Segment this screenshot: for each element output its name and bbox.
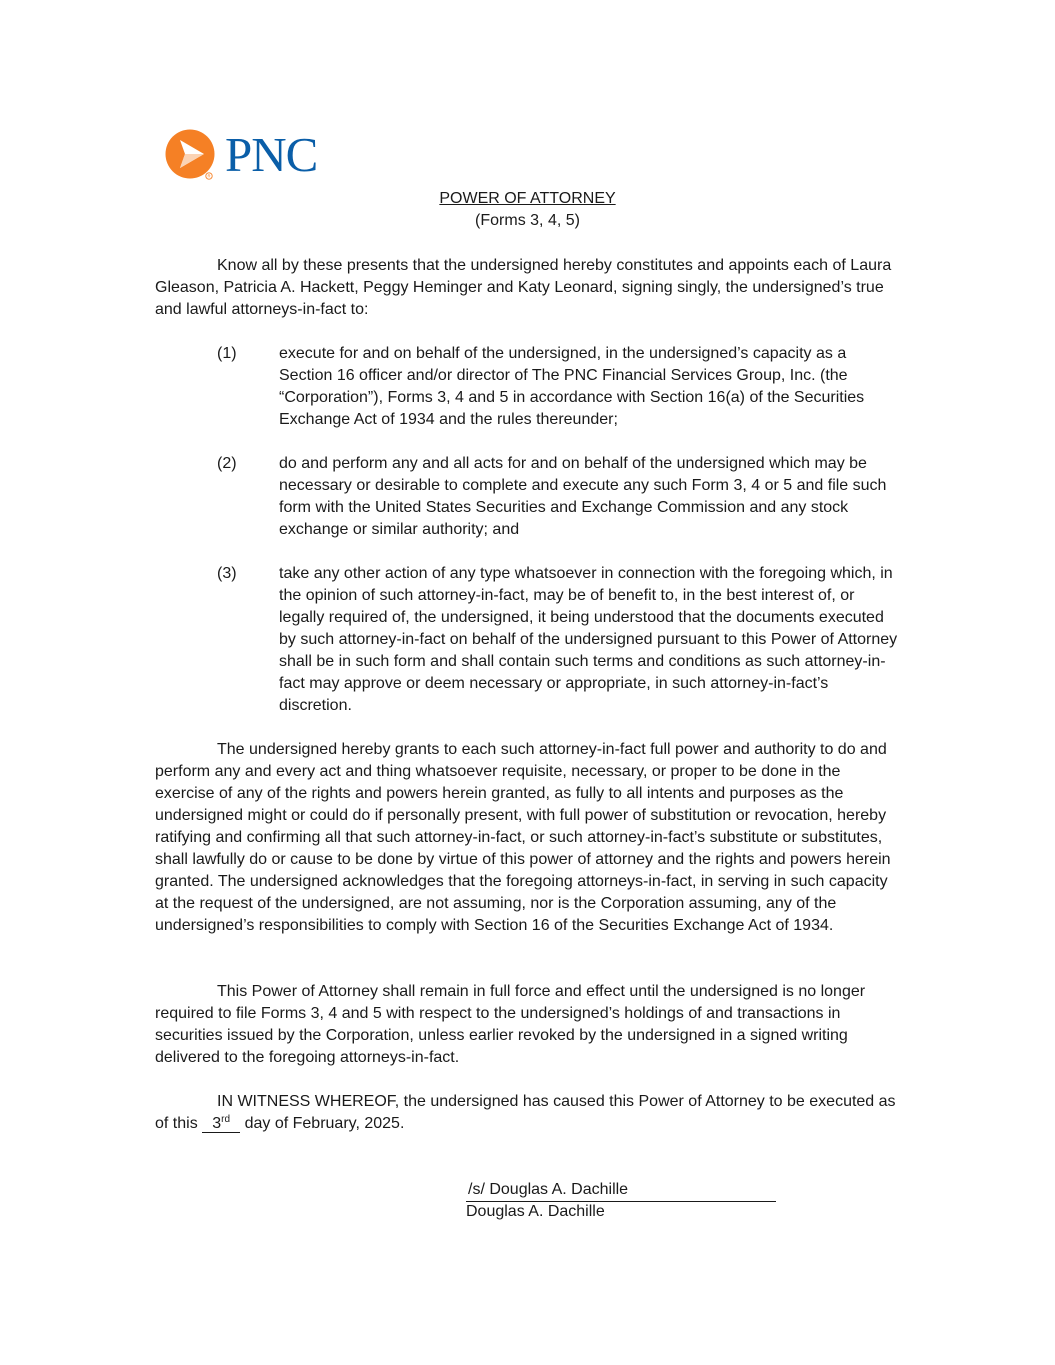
witness-day-suffix: rd bbox=[221, 1114, 231, 1125]
item-text: take any other action of any type whatsoever in connection with the foregoing which, in the opinion of such attorney-in-fact, may be of benefit to, in the best interest of, or legally required of, the undersigned, it being understood that the documents executed by such attorney-in-fact on behalf of the undersigned pursuant to this Power of Attorney shall be in such form and shall contain such terms and conditions as such attorney-in-fact may approve or deem necessary or appropriate, in such attorney-in-fact’s discretion. bbox=[279, 565, 898, 714]
item-number: (3) bbox=[217, 565, 237, 582]
term-text: This Power of Attorney shall remain in full force and effect until the undersigned is no longer required to file Forms 3, 4 and 5 with respect to the undersigned’s holdings of and transactions in securities issued by the Corporation, unless earlier revoked by the undersigned in a signed writing delivered to the foregoing attorneys-in-fact. bbox=[155, 983, 866, 1066]
signature-line: /s/ Douglas A. Dachille bbox=[466, 1179, 776, 1202]
grant-paragraph bbox=[155, 739, 900, 937]
grant-text: The undersigned hereby grants to each such attorney-in-fact full power and authority to do and perform any and every act and thing whatsoever requisite, necessary, or proper to be done in the exercise of any of the rights and powers herein granted, as fully to all intents and purposes as the undersigned might or could do if personally present, with full power of substitution or revocation, hereby ratifying and confirming all that such attorney-in-fact, or such attorney-in-fact’s substitute or substitutes, shall lawfully do or cause to be done by virtue of this power of attorney and the rights and powers herein granted. The undersigned acknowledges that the foregoing attorneys-in-fact, in serving in such capacity at the request of the undersigned, are not assuming, nor is the Corporation assuming, any of the undersigned’s responsibilities to comply with Section 16 of the Securities Exchange Act of 1934. bbox=[155, 741, 891, 934]
intro-paragraph bbox=[155, 255, 900, 321]
intro-text: Know all by these presents that the undersigned hereby constitutes and appoints each of Laura Gleason, Patricia A. Hackett, Peggy Heminger and Katy Leonard, signing singly, the undersigned’s true and lawful attorneys-in-fact to: bbox=[155, 257, 892, 318]
item-number: (2) bbox=[217, 455, 237, 472]
item-text: execute for and on behalf of the undersigned, in the undersigned’s capacity as a Section 16 officer and/or director of The PNC Financial Services Group, Inc. (the “Corporation”), Forms 3, 4 and 5 in accordance with Section 16(a) of the Securities Exchange Act of 1934 and the rules thereunder; bbox=[279, 345, 865, 428]
item-number: (1) bbox=[217, 345, 237, 362]
pnc-logo bbox=[165, 129, 317, 181]
document-title: POWER OF ATTORNEY bbox=[439, 190, 616, 207]
pnc-triangle-logo-icon bbox=[165, 129, 217, 181]
witness-paragraph bbox=[155, 1091, 900, 1135]
witness-text: IN WITNESS WHEREOF, the undersigned has caused this Power of Attorney to be executed as of this bbox=[155, 1093, 896, 1132]
witness-date-text: day of February, 2025. bbox=[244, 1115, 405, 1132]
document-subtitle: (Forms 3, 4, 5) bbox=[475, 212, 580, 229]
logo-wordmark: PNC bbox=[225, 127, 318, 182]
witness-day: 3 bbox=[212, 1115, 222, 1132]
witness-day-blank bbox=[202, 1115, 240, 1133]
item-text: do and perform any and all acts for and on behalf of the undersigned which may be necessary or desirable to complete and execute any such Form 3, 4 or 5 and file such form with the United States Securities and Exchange Commission and any stock exchange or similar authority; and bbox=[279, 455, 887, 538]
signatory-name: Douglas A. Dachille bbox=[466, 1203, 605, 1220]
svg-text:R: R bbox=[207, 173, 211, 179]
term-paragraph bbox=[155, 981, 900, 1069]
